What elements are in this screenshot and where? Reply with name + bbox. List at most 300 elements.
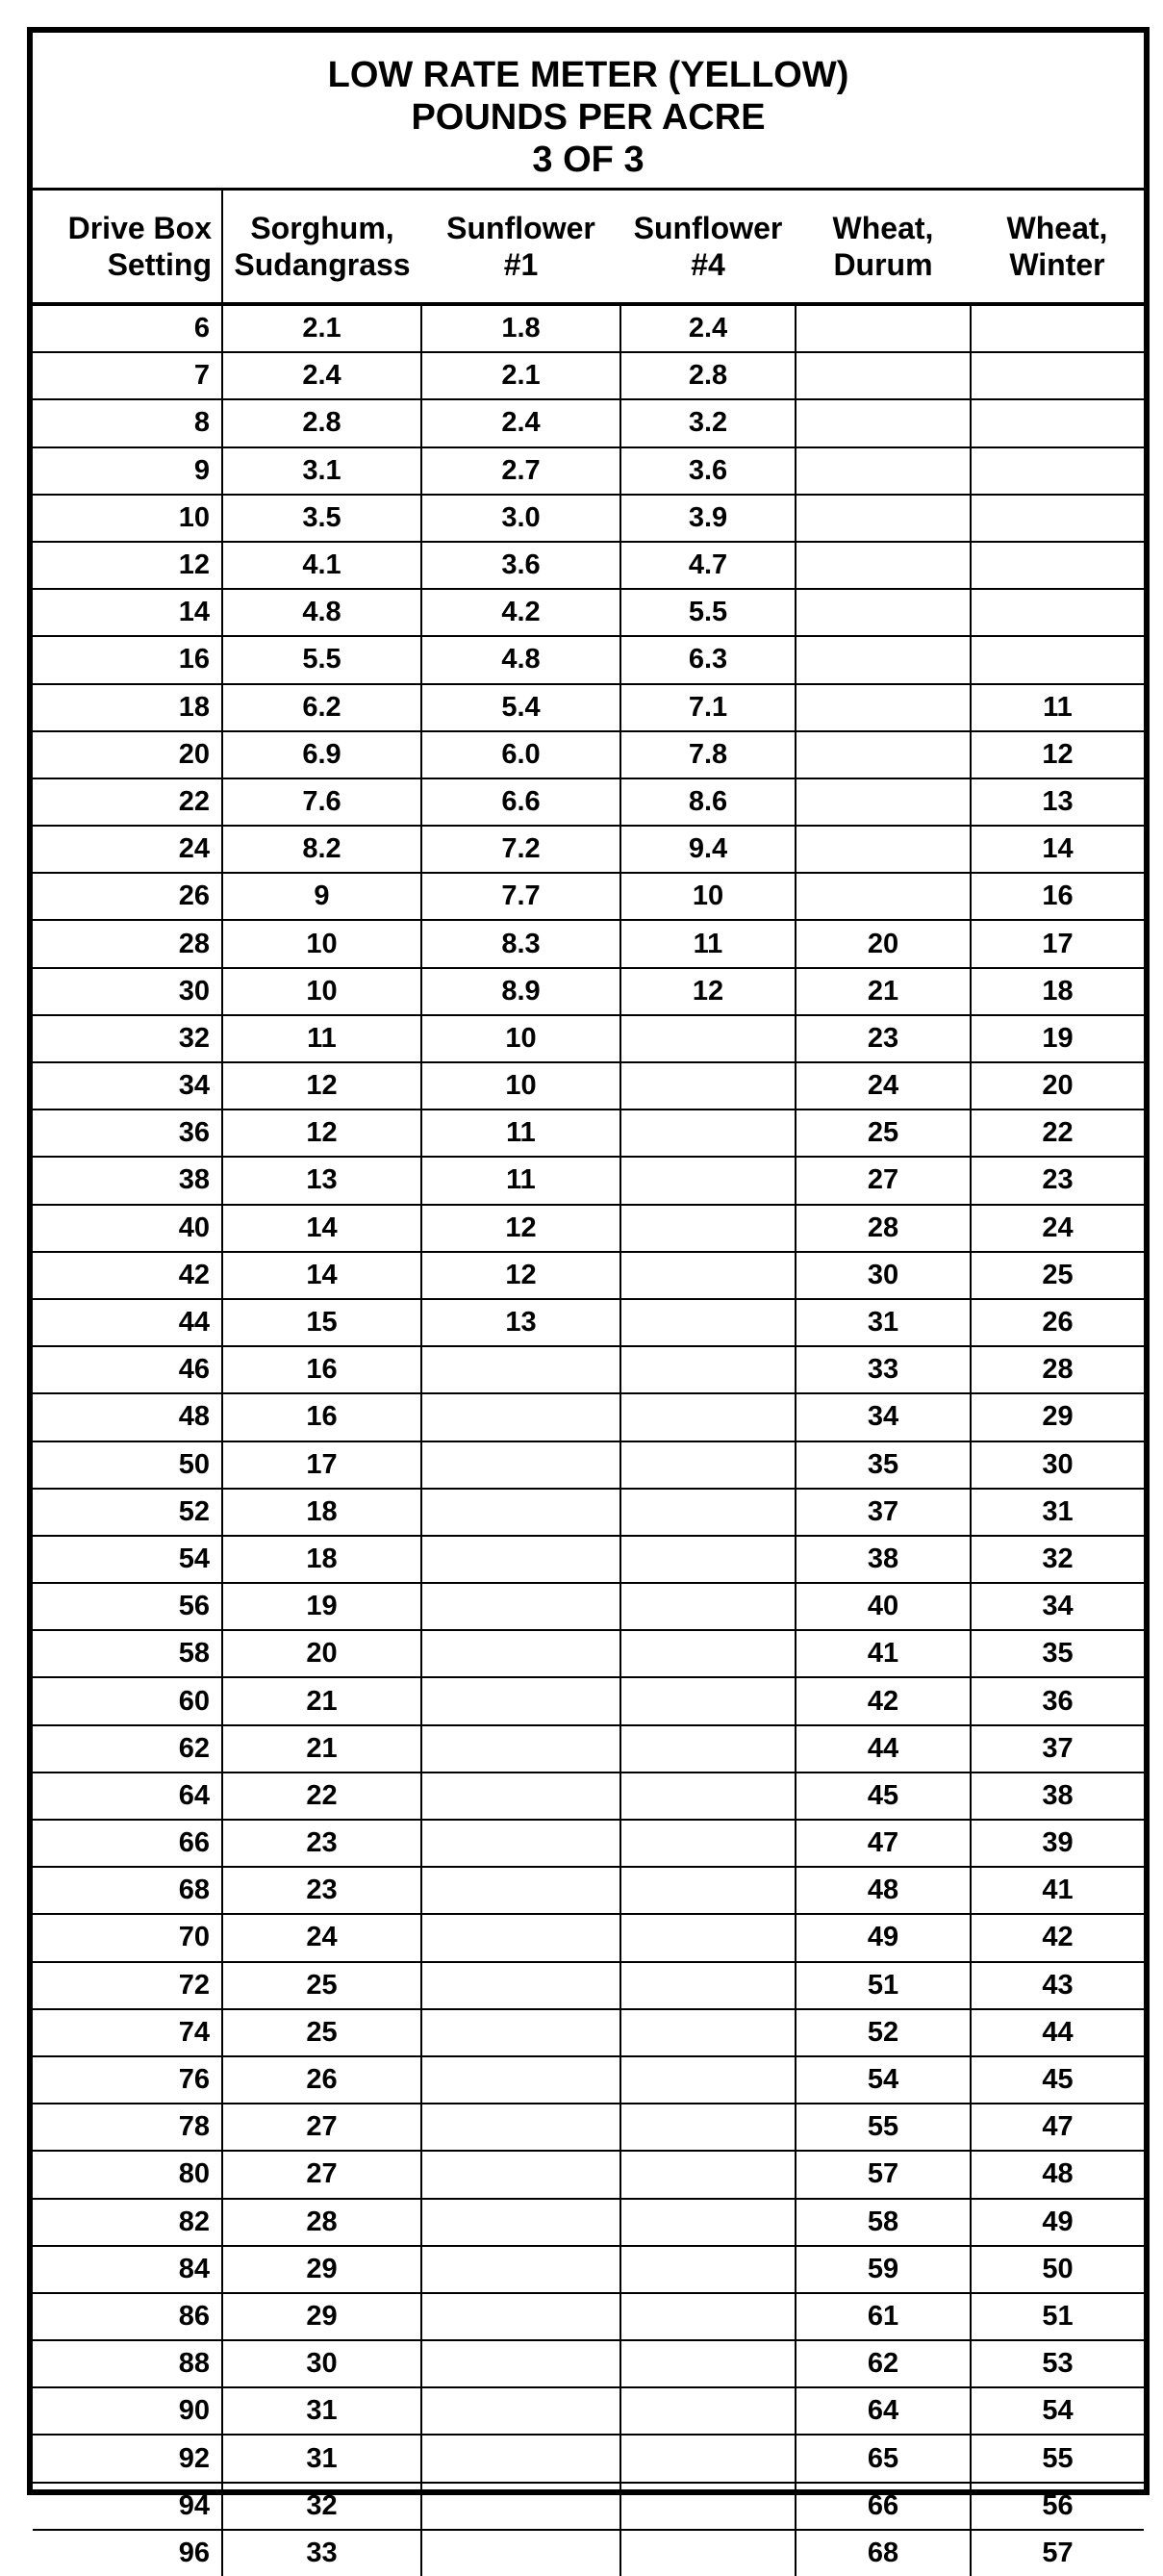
column-header-line: Sorghum, <box>250 211 394 245</box>
setting-cell: 62 <box>33 1725 222 1773</box>
rate-cell-wheat-durum: 35 <box>796 1441 971 1489</box>
rate-cell-sunflower-4 <box>620 1962 796 2009</box>
rate-cell-sunflower-4 <box>620 1252 796 1299</box>
table-row <box>33 1820 1144 1867</box>
rate-cell-sorghum-sudangrass: 15 <box>222 1299 421 1346</box>
rate-cell-wheat-winter: 17 <box>971 920 1144 967</box>
rate-cell-sunflower-1: 11 <box>421 1157 620 1204</box>
rate-cell-sunflower-1 <box>421 2435 620 2482</box>
setting-cell: 66 <box>33 1820 222 1867</box>
rate-cell-sunflower-4 <box>620 2246 796 2293</box>
rate-cell-sunflower-1: 11 <box>421 1109 620 1157</box>
table-row <box>33 1299 1144 1346</box>
rate-cell-sunflower-1 <box>421 1441 620 1489</box>
rate-cell-sunflower-4 <box>620 1109 796 1157</box>
rate-cell-sunflower-1 <box>421 1725 620 1773</box>
column-header-wheat-winter <box>971 191 1144 304</box>
rate-cell-wheat-durum: 38 <box>796 1536 971 1583</box>
setting-cell: 74 <box>33 2009 222 2056</box>
rate-cell-wheat-winter: 12 <box>971 731 1144 778</box>
rate-cell-wheat-durum: 64 <box>796 2387 971 2435</box>
rate-cell-wheat-durum: 44 <box>796 1725 971 1773</box>
setting-cell: 26 <box>33 873 222 920</box>
setting-cell: 68 <box>33 1867 222 1914</box>
setting-cell: 52 <box>33 1489 222 1536</box>
rate-cell-wheat-winter: 38 <box>971 1773 1144 1820</box>
rate-cell-wheat-durum: 33 <box>796 1346 971 1393</box>
rate-cell-wheat-durum <box>796 352 971 399</box>
rate-cell-sunflower-1 <box>421 2056 620 2104</box>
rate-cell-sunflower-1: 13 <box>421 1299 620 1346</box>
setting-cell: 80 <box>33 2151 222 2198</box>
rate-cell-wheat-winter: 24 <box>971 1205 1144 1252</box>
setting-cell: 84 <box>33 2246 222 2293</box>
rate-cell-sorghum-sudangrass: 5.5 <box>222 636 421 683</box>
table-row <box>33 1773 1144 1820</box>
rate-cell-sorghum-sudangrass: 21 <box>222 1725 421 1773</box>
column-header-line: Sunflower <box>446 211 595 245</box>
table-row <box>33 447 1144 495</box>
rate-cell-sunflower-1 <box>421 2199 620 2246</box>
rate-cell-sunflower-4 <box>620 1914 796 1961</box>
table-row <box>33 1489 1144 1536</box>
rate-cell-sunflower-4: 6.3 <box>620 636 796 683</box>
rate-cell-wheat-durum: 37 <box>796 1489 971 1536</box>
rate-cell-sorghum-sudangrass: 24 <box>222 1914 421 1961</box>
rate-cell-wheat-durum <box>796 826 971 873</box>
rate-cell-sunflower-1 <box>421 2387 620 2435</box>
setting-cell: 20 <box>33 731 222 778</box>
rate-cell-sorghum-sudangrass: 32 <box>222 2483 421 2530</box>
rate-cell-sunflower-1: 6.6 <box>421 778 620 826</box>
rate-cell-sunflower-1 <box>421 1914 620 1961</box>
rate-cell-sunflower-1: 10 <box>421 1015 620 1062</box>
rate-cell-sunflower-1 <box>421 1393 620 1441</box>
rate-cell-wheat-durum <box>796 447 971 495</box>
setting-cell: 6 <box>33 304 222 352</box>
table-row <box>33 1583 1144 1630</box>
rate-cell-wheat-durum <box>796 304 971 352</box>
rate-cell-sunflower-1 <box>421 1773 620 1820</box>
rate-cell-wheat-durum: 49 <box>796 1914 971 1961</box>
rate-cell-sunflower-4 <box>620 2530 796 2576</box>
rate-cell-sunflower-4 <box>620 1536 796 1583</box>
rate-cell-wheat-winter: 23 <box>971 1157 1144 1204</box>
rate-cell-sorghum-sudangrass: 4.8 <box>222 589 421 636</box>
rate-cell-sunflower-4 <box>620 2199 796 2246</box>
rate-cell-sorghum-sudangrass: 31 <box>222 2435 421 2482</box>
rate-cell-sorghum-sudangrass: 3.1 <box>222 447 421 495</box>
table-row <box>33 2151 1144 2198</box>
rate-cell-wheat-durum: 27 <box>796 1157 971 1204</box>
rate-cell-wheat-winter: 49 <box>971 2199 1144 2246</box>
rate-cell-sunflower-4 <box>620 1773 796 1820</box>
rate-cell-sunflower-1 <box>421 1346 620 1393</box>
rate-cell-wheat-durum: 25 <box>796 1109 971 1157</box>
rate-cell-wheat-winter: 32 <box>971 1536 1144 1583</box>
column-header-line: #4 <box>691 247 725 282</box>
rate-cell-wheat-winter: 30 <box>971 1441 1144 1489</box>
rate-cell-sunflower-1 <box>421 2151 620 2198</box>
rate-cell-wheat-durum <box>796 873 971 920</box>
rate-cell-sorghum-sudangrass: 23 <box>222 1867 421 1914</box>
rate-cell-wheat-durum: 61 <box>796 2293 971 2340</box>
setting-cell: 18 <box>33 684 222 731</box>
rate-cell-wheat-durum: 55 <box>796 2104 971 2151</box>
table-row <box>33 1630 1144 1677</box>
table-row <box>33 731 1144 778</box>
rate-cell-sorghum-sudangrass: 8.2 <box>222 826 421 873</box>
setting-cell: 10 <box>33 495 222 542</box>
table-header-row <box>33 191 1144 304</box>
table-row <box>33 2483 1144 2530</box>
rate-cell-sunflower-1: 5.4 <box>421 684 620 731</box>
rate-cell-sunflower-4 <box>620 2104 796 2151</box>
rate-cell-sunflower-4 <box>620 2435 796 2482</box>
rate-cell-wheat-winter: 19 <box>971 1015 1144 1062</box>
rate-cell-sorghum-sudangrass: 16 <box>222 1346 421 1393</box>
rate-cell-wheat-winter: 11 <box>971 684 1144 731</box>
rate-cell-sorghum-sudangrass: 23 <box>222 1820 421 1867</box>
rate-cell-sunflower-1: 2.4 <box>421 399 620 446</box>
rate-cell-wheat-durum <box>796 542 971 589</box>
rate-cell-sunflower-1 <box>421 2293 620 2340</box>
table-row <box>33 1109 1144 1157</box>
table-body <box>33 304 1144 2576</box>
seed-rate-chart <box>27 27 1150 2568</box>
rate-cell-wheat-durum: 34 <box>796 1393 971 1441</box>
rate-cell-wheat-durum <box>796 636 971 683</box>
table-row <box>33 1015 1144 1062</box>
setting-cell: 96 <box>33 2530 222 2576</box>
table-row <box>33 2340 1144 2387</box>
rate-cell-wheat-durum: 47 <box>796 1820 971 1867</box>
table-row <box>33 2435 1144 2482</box>
rate-cell-wheat-durum: 58 <box>796 2199 971 2246</box>
setting-cell: 90 <box>33 2387 222 2435</box>
rate-cell-sunflower-1 <box>421 2340 620 2387</box>
table-row <box>33 1205 1144 1252</box>
rate-cell-sunflower-4 <box>620 1441 796 1489</box>
rate-cell-sunflower-1: 2.1 <box>421 352 620 399</box>
table-row <box>33 2009 1144 2056</box>
rate-cell-sorghum-sudangrass: 29 <box>222 2246 421 2293</box>
rate-cell-wheat-durum <box>796 399 971 446</box>
column-header-line: Wheat, <box>1006 211 1108 245</box>
rate-cell-wheat-durum <box>796 731 971 778</box>
rate-cell-wheat-winter: 50 <box>971 2246 1144 2293</box>
rate-cell-wheat-winter: 53 <box>971 2340 1144 2387</box>
rate-cell-sunflower-1: 12 <box>421 1205 620 1252</box>
rate-cell-sorghum-sudangrass: 17 <box>222 1441 421 1489</box>
rate-cell-wheat-winter: 16 <box>971 873 1144 920</box>
column-header-wheat-durum <box>796 191 971 304</box>
rate-cell-wheat-winter: 57 <box>971 2530 1144 2576</box>
setting-cell: 22 <box>33 778 222 826</box>
rate-cell-wheat-durum: 52 <box>796 2009 971 2056</box>
rate-cell-sunflower-4: 10 <box>620 873 796 920</box>
table-row <box>33 1393 1144 1441</box>
rate-cell-wheat-winter <box>971 542 1144 589</box>
setting-cell: 94 <box>33 2483 222 2530</box>
table-row <box>33 2199 1144 2246</box>
setting-cell: 36 <box>33 1109 222 1157</box>
rate-cell-sorghum-sudangrass: 27 <box>222 2104 421 2151</box>
rate-cell-sunflower-1: 8.9 <box>421 968 620 1015</box>
rate-cell-sorghum-sudangrass: 22 <box>222 1773 421 1820</box>
rate-cell-wheat-winter: 28 <box>971 1346 1144 1393</box>
rate-cell-wheat-winter: 34 <box>971 1583 1144 1630</box>
rate-cell-sorghum-sudangrass: 20 <box>222 1630 421 1677</box>
rate-cell-sunflower-4 <box>620 1489 796 1536</box>
rate-cell-sorghum-sudangrass: 10 <box>222 968 421 1015</box>
column-header-sorghum-sudangrass <box>222 191 421 304</box>
setting-cell: 56 <box>33 1583 222 1630</box>
rate-cell-wheat-winter: 29 <box>971 1393 1144 1441</box>
column-header-line: Wheat, <box>832 211 934 245</box>
rate-cell-wheat-durum: 21 <box>796 968 971 1015</box>
rate-cell-wheat-durum <box>796 684 971 731</box>
column-header-sunflower-4 <box>620 191 796 304</box>
table-row <box>33 1867 1144 1914</box>
rate-cell-wheat-durum: 68 <box>796 2530 971 2576</box>
rate-cell-sorghum-sudangrass: 25 <box>222 2009 421 2056</box>
rate-cell-sunflower-4 <box>620 2009 796 2056</box>
setting-cell: 38 <box>33 1157 222 1204</box>
rate-cell-sunflower-4: 2.8 <box>620 352 796 399</box>
setting-cell: 54 <box>33 1536 222 1583</box>
rate-cell-wheat-winter: 45 <box>971 2056 1144 2104</box>
setting-cell: 44 <box>33 1299 222 1346</box>
rate-cell-sunflower-1: 12 <box>421 1252 620 1299</box>
rate-cell-sunflower-4 <box>620 1346 796 1393</box>
rate-cell-wheat-winter: 35 <box>971 1630 1144 1677</box>
rate-cell-sunflower-1 <box>421 1677 620 1724</box>
setting-cell: 30 <box>33 968 222 1015</box>
setting-cell: 58 <box>33 1630 222 1677</box>
rate-cell-wheat-durum: 45 <box>796 1773 971 1820</box>
rate-cell-sunflower-1 <box>421 1489 620 1536</box>
rate-cell-wheat-winter: 44 <box>971 2009 1144 2056</box>
rate-cell-wheat-durum: 65 <box>796 2435 971 2482</box>
rate-cell-sunflower-1 <box>421 1536 620 1583</box>
rate-cell-sunflower-4 <box>620 1393 796 1441</box>
rate-cell-sunflower-4 <box>620 1725 796 1773</box>
rate-cell-sunflower-4 <box>620 1205 796 1252</box>
table-row <box>33 399 1144 446</box>
rate-cell-sunflower-4: 7.1 <box>620 684 796 731</box>
table-row <box>33 1677 1144 1724</box>
rate-cell-wheat-winter: 13 <box>971 778 1144 826</box>
rate-cell-sorghum-sudangrass: 11 <box>222 1015 421 1062</box>
table-row <box>33 920 1144 967</box>
table-row <box>33 304 1144 352</box>
table-row <box>33 2246 1144 2293</box>
rate-cell-sorghum-sudangrass: 28 <box>222 2199 421 2246</box>
setting-cell: 8 <box>33 399 222 446</box>
rate-cell-sorghum-sudangrass: 30 <box>222 2340 421 2387</box>
rate-cell-sunflower-1 <box>421 2246 620 2293</box>
rate-cell-sunflower-4: 12 <box>620 968 796 1015</box>
rate-cell-wheat-winter: 36 <box>971 1677 1144 1724</box>
rate-cell-wheat-winter <box>971 589 1144 636</box>
rate-cell-sorghum-sudangrass: 27 <box>222 2151 421 2198</box>
rate-cell-sorghum-sudangrass: 19 <box>222 1583 421 1630</box>
rate-cell-sunflower-4: 3.6 <box>620 447 796 495</box>
rate-cell-wheat-durum: 20 <box>796 920 971 967</box>
rate-cell-sunflower-1 <box>421 2483 620 2530</box>
setting-cell: 50 <box>33 1441 222 1489</box>
table-row <box>33 1157 1144 1204</box>
table-row <box>33 636 1144 683</box>
rate-cell-sunflower-1: 10 <box>421 1062 620 1109</box>
rate-cell-sorghum-sudangrass: 12 <box>222 1062 421 1109</box>
rate-cell-sorghum-sudangrass: 3.5 <box>222 495 421 542</box>
rate-cell-wheat-winter: 43 <box>971 1962 1144 2009</box>
table-row <box>33 1346 1144 1393</box>
rate-cell-wheat-winter: 39 <box>971 1820 1144 1867</box>
rate-cell-sunflower-1 <box>421 1630 620 1677</box>
setting-cell: 60 <box>33 1677 222 1724</box>
rate-cell-wheat-durum: 62 <box>796 2340 971 2387</box>
rate-cell-wheat-winter <box>971 495 1144 542</box>
rate-cell-wheat-winter: 42 <box>971 1914 1144 1961</box>
rate-cell-sorghum-sudangrass: 18 <box>222 1489 421 1536</box>
rate-cell-wheat-durum: 28 <box>796 1205 971 1252</box>
rate-cell-sorghum-sudangrass: 21 <box>222 1677 421 1724</box>
rate-cell-wheat-durum: 23 <box>796 1015 971 1062</box>
rate-cell-wheat-winter: 26 <box>971 1299 1144 1346</box>
rate-cell-wheat-winter <box>971 399 1144 446</box>
rate-cell-wheat-winter <box>971 352 1144 399</box>
rate-cell-wheat-winter: 20 <box>971 1062 1144 1109</box>
rate-cell-sorghum-sudangrass: 2.4 <box>222 352 421 399</box>
rate-cell-sunflower-4 <box>620 1820 796 1867</box>
rate-cell-sunflower-1 <box>421 1962 620 2009</box>
table-row <box>33 1914 1144 1961</box>
rate-cell-sorghum-sudangrass: 10 <box>222 920 421 967</box>
rate-cell-sorghum-sudangrass: 18 <box>222 1536 421 1583</box>
column-header-line: #1 <box>503 247 539 282</box>
rate-cell-sorghum-sudangrass: 2.1 <box>222 304 421 352</box>
chart-title <box>33 33 1144 191</box>
setting-cell: 48 <box>33 1393 222 1441</box>
rate-cell-wheat-durum <box>796 589 971 636</box>
table-row <box>33 826 1144 873</box>
rate-cell-sunflower-1: 4.2 <box>421 589 620 636</box>
rate-cell-sorghum-sudangrass: 9 <box>222 873 421 920</box>
rate-cell-wheat-durum: 57 <box>796 2151 971 2198</box>
setting-cell: 32 <box>33 1015 222 1062</box>
rate-cell-sorghum-sudangrass: 14 <box>222 1205 421 1252</box>
setting-cell: 92 <box>33 2435 222 2482</box>
rate-cell-sorghum-sudangrass: 7.6 <box>222 778 421 826</box>
rate-cell-sunflower-1 <box>421 2009 620 2056</box>
setting-cell: 64 <box>33 1773 222 1820</box>
rate-cell-wheat-durum <box>796 778 971 826</box>
table-row <box>33 2104 1144 2151</box>
rate-cell-sorghum-sudangrass: 31 <box>222 2387 421 2435</box>
rate-cell-sunflower-4: 2.4 <box>620 304 796 352</box>
rate-cell-sorghum-sudangrass: 6.2 <box>222 684 421 731</box>
table-row <box>33 495 1144 542</box>
setting-cell: 72 <box>33 1962 222 2009</box>
title-line-1: LOW RATE METER (YELLOW) <box>327 55 849 95</box>
table-row <box>33 2530 1144 2576</box>
rate-cell-sunflower-4 <box>620 1583 796 1630</box>
table-row <box>33 1441 1144 1489</box>
table-row <box>33 2056 1144 2104</box>
column-header-drive-box-setting <box>33 191 222 304</box>
rate-cell-sunflower-1 <box>421 1867 620 1914</box>
rate-cell-sunflower-4 <box>620 1157 796 1204</box>
rate-cell-sunflower-1 <box>421 2530 620 2576</box>
setting-cell: 40 <box>33 1205 222 1252</box>
rate-cell-sunflower-4 <box>620 1062 796 1109</box>
rate-cell-wheat-winter: 31 <box>971 1489 1144 1536</box>
rate-cell-sunflower-4 <box>620 1677 796 1724</box>
rate-cell-sunflower-4: 8.6 <box>620 778 796 826</box>
rate-cell-sorghum-sudangrass: 12 <box>222 1109 421 1157</box>
setting-cell: 28 <box>33 920 222 967</box>
setting-cell: 12 <box>33 542 222 589</box>
setting-cell: 34 <box>33 1062 222 1109</box>
column-header-line: Setting <box>107 247 212 282</box>
rate-cell-wheat-winter: 54 <box>971 2387 1144 2435</box>
table-row <box>33 778 1144 826</box>
rate-cell-wheat-durum: 54 <box>796 2056 971 2104</box>
rate-cell-sunflower-4 <box>620 2293 796 2340</box>
column-header-line: Sudangrass <box>234 247 411 282</box>
rate-cell-sunflower-1 <box>421 2104 620 2151</box>
setting-cell: 9 <box>33 447 222 495</box>
title-line-2: POUNDS PER ACRE <box>411 97 766 138</box>
rate-cell-sunflower-4: 9.4 <box>620 826 796 873</box>
column-header-line: Durum <box>833 247 933 282</box>
setting-cell: 78 <box>33 2104 222 2151</box>
rate-cell-wheat-winter <box>971 447 1144 495</box>
rate-cell-wheat-durum: 51 <box>796 1962 971 2009</box>
table-row <box>33 542 1144 589</box>
rate-cell-sorghum-sudangrass: 6.9 <box>222 731 421 778</box>
rate-cell-sorghum-sudangrass: 33 <box>222 2530 421 2576</box>
table-row <box>33 968 1144 1015</box>
setting-cell: 24 <box>33 826 222 873</box>
column-header-line: Sunflower <box>633 211 783 245</box>
rate-cell-sorghum-sudangrass: 4.1 <box>222 542 421 589</box>
rate-cell-sunflower-4: 11 <box>620 920 796 967</box>
table-row <box>33 684 1144 731</box>
table-row <box>33 589 1144 636</box>
rate-cell-sorghum-sudangrass: 13 <box>222 1157 421 1204</box>
rate-cell-wheat-winter: 47 <box>971 2104 1144 2151</box>
rate-cell-sunflower-4: 4.7 <box>620 542 796 589</box>
setting-cell: 70 <box>33 1914 222 1961</box>
rate-cell-sunflower-4 <box>620 2387 796 2435</box>
rate-cell-wheat-winter: 37 <box>971 1725 1144 1773</box>
rate-cell-sunflower-4 <box>620 2340 796 2387</box>
rate-cell-sorghum-sudangrass: 14 <box>222 1252 421 1299</box>
rate-cell-sorghum-sudangrass: 2.8 <box>222 399 421 446</box>
setting-cell: 82 <box>33 2199 222 2246</box>
rate-cell-sunflower-1: 8.3 <box>421 920 620 967</box>
rate-cell-wheat-winter <box>971 304 1144 352</box>
table-row <box>33 873 1144 920</box>
rate-cell-sunflower-4 <box>620 1299 796 1346</box>
table-row <box>33 2387 1144 2435</box>
rate-cell-sunflower-4 <box>620 2483 796 2530</box>
setting-cell: 14 <box>33 589 222 636</box>
